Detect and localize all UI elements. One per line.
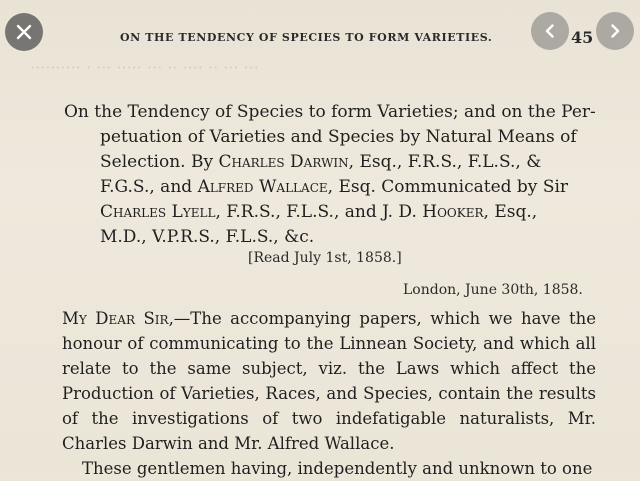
previous-image-button[interactable]: [531, 12, 569, 50]
title-line: [64, 150, 596, 175]
letter-body: [62, 306, 596, 481]
title-line: [64, 175, 596, 200]
paragraph: [62, 306, 596, 456]
title-line: [64, 100, 596, 125]
title-line: [64, 225, 596, 250]
author-lyell: Charles Lyell: [100, 202, 216, 222]
paragraph-2-text: These gentlemen having, independently and unknown to one: [82, 459, 593, 478]
bleed-through-text: ·········· · ··· ····· ··· ·· ···· ·· ··· ···: [30, 58, 259, 77]
chevron-left-icon: [542, 23, 558, 39]
next-image-button[interactable]: [596, 12, 634, 50]
title-line-4-a: F.G.S., and: [100, 177, 198, 197]
title-line-2: petuation of Varieties and Species by Natural Means of: [100, 127, 577, 147]
title-line: [64, 125, 596, 150]
title-line-5-c: , Esq.,: [483, 202, 538, 222]
title-line-6: M.D., V.P.R.S., F.L.S., &c.: [100, 227, 315, 247]
salutation: My Dear Sir: [62, 309, 169, 328]
page-number: 45: [571, 28, 594, 47]
author-wallace: Alfred Wallace: [197, 177, 328, 197]
title-line-3-b: , Esq., F.R.S., F.L.S., &: [348, 152, 542, 172]
author-hooker: Hooker: [422, 202, 484, 222]
paragraph: [62, 456, 596, 481]
paragraph-1-text: ,—The accompanying papers, which we have the honour of communicating to the Linnean Society, and which all relate to the same subject, viz. the Laws which affect the Production of Varieties, Races, and Species, contain the results of the investigations of two indefatigable naturalists, Mr. Charles Darwin and Mr. Alfred Wallace.: [62, 309, 596, 453]
title-line-4-b: , Esq. Communicated by Sir: [327, 177, 569, 197]
title-line: [64, 200, 596, 225]
title-line-5-b: , F.R.S., F.L.S., and J. D.: [215, 202, 423, 222]
author-darwin: Charles Darwin: [218, 152, 349, 172]
article-title: [64, 100, 596, 250]
place-date: London, June 30th, 1858.: [403, 282, 583, 298]
read-date: [Read July 1st, 1858.]: [248, 250, 402, 266]
chevron-right-icon: [607, 23, 623, 39]
close-icon: [15, 23, 33, 41]
running-head: ON THE TENDENCY OF SPECIES TO FORM VARIETIES.: [120, 31, 493, 44]
title-line-1: On the Tendency of Species to form Varieties; and on the Per-: [64, 102, 596, 122]
title-line-3-a: Selection. By: [100, 152, 219, 172]
close-button[interactable]: [5, 13, 43, 51]
